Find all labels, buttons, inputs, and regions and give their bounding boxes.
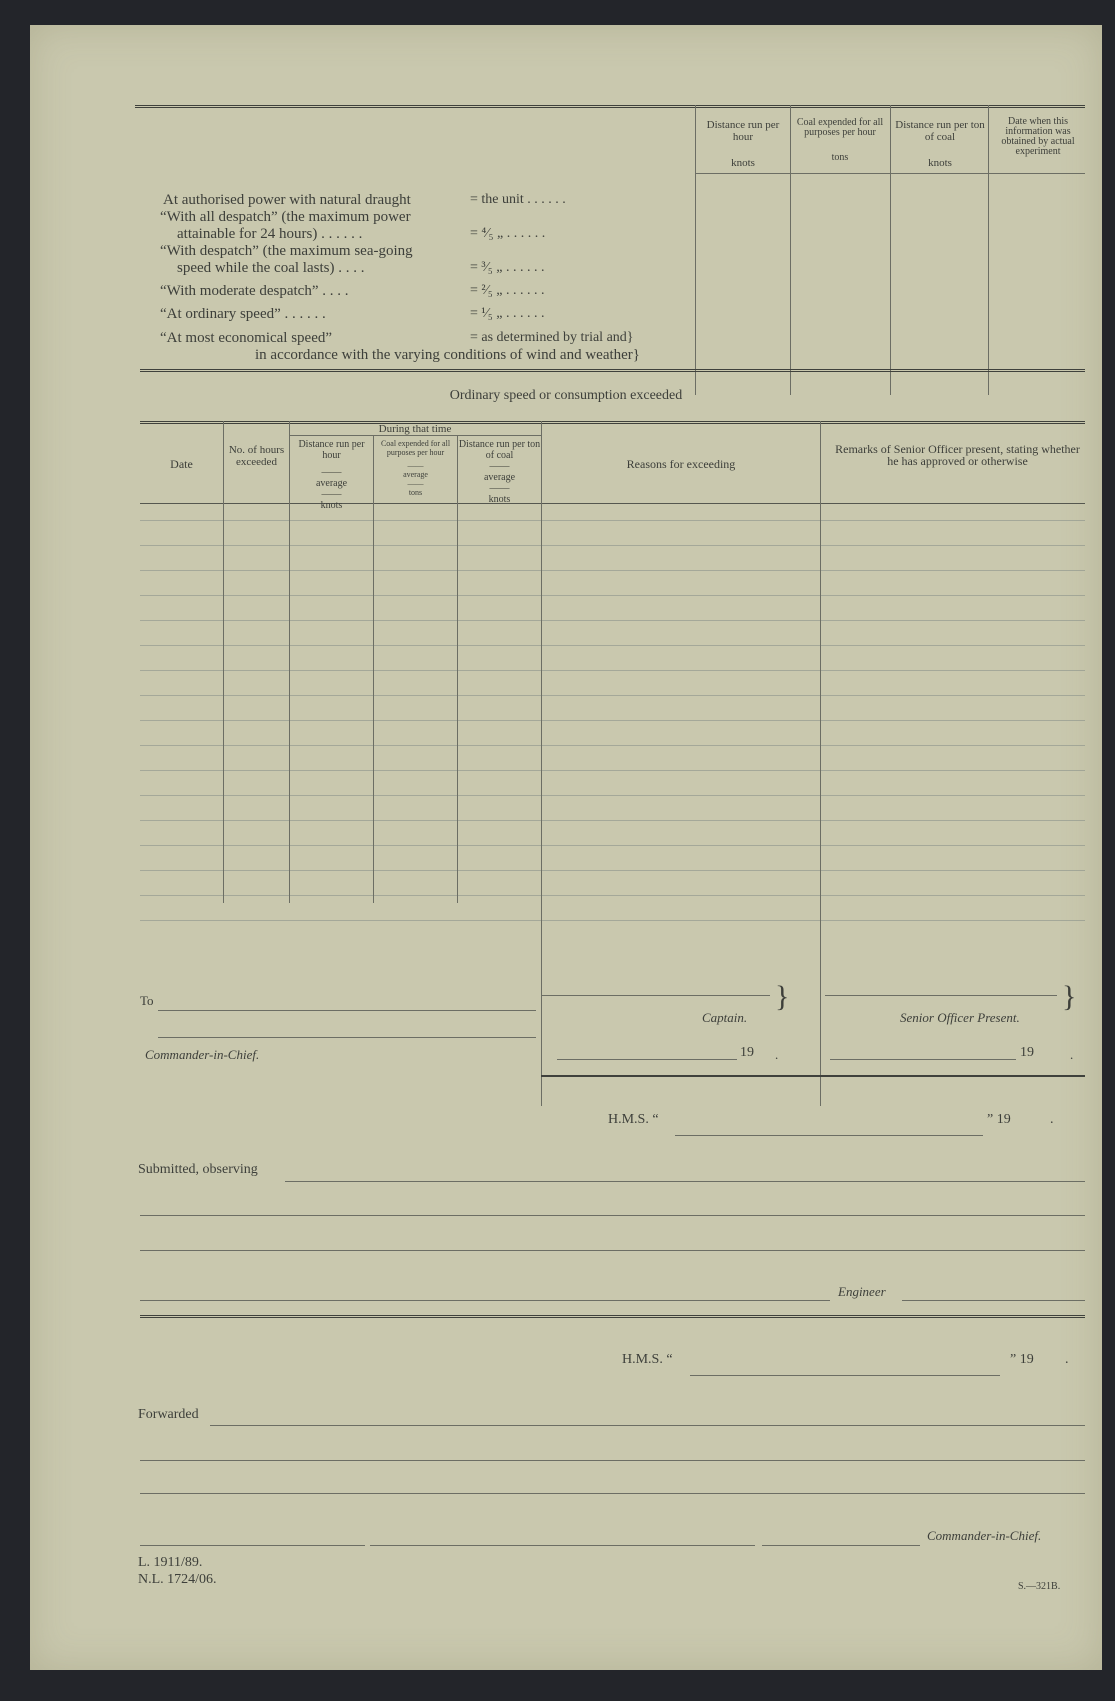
engineer-line[interactable] [140,1300,830,1301]
col-divider [988,105,989,395]
group-header: During that time [378,423,452,435]
forwarded-ship-line[interactable] [690,1375,1000,1376]
col-hours: No. of hours exceeded [228,444,285,468]
senior-date-line[interactable] [830,1059,1016,1060]
exceeded-header-rule [140,503,1085,504]
row-economical-ratio: = as determined by trial and} [470,330,634,345]
col-reasons: Reasons for exceeding [626,457,736,471]
row-economical-2: in accordance with the varying conditions of wind and weather} [255,347,640,363]
col-divider [223,421,224,903]
submitted-hms: H.M.S. “ [608,1112,659,1127]
senior-label: Senior Officer Present. [900,1010,1020,1025]
row-despatch-2: speed while the coal lasts) . . . . [177,260,365,276]
row-authorised: At authorised power with natural draught [163,192,411,208]
engineer-label: Engineer [838,1284,886,1299]
row-moderate-ratio: = ²⁄₅ „ . . . . . . [470,283,545,298]
forwarded-sign-line-1[interactable] [140,1545,365,1546]
table-bottom-rule [140,369,1085,372]
row-despatch: “With despatch” (the maximum sea-going [160,243,413,259]
col-divider [373,435,374,903]
to-line-2[interactable] [158,1037,536,1038]
row-economical: “At most economical speed” [160,330,333,346]
forwarded-sign-line-3[interactable] [762,1545,920,1546]
row-ordinary: “At ordinary speed” . . . . . . [160,306,326,322]
form-page: Distance run per hour knots Coal expended for all purposes per hour tons Distance run per ton of coal knots Date when this information was obtained by actual experiment At authorised power with natural draught = the unit . . . . . . “With all despatch” (the maximum power attainable for 24 hours) . . . . . . = ⁴⁄₅ „ . . . . . . “With despatch” (the maximum sea-going speed while the coal lasts) . . . . = ³⁄₅ „ . . . . . . “With moderate despatch” . . . . = ²⁄₅ „ . . . . . . “At ordinary speed” . . . . . . = ¹⁄₅ „ . . . . . . “At most economical speed” = as determined by trial and} in accordance with the varying conditions of wind and weather} Ordinary speed or consumption exceeded During that time Date No. of hours exceeded Distance run per hour —— average —— knots Coal expended for all purposes per hour —— average —— tons Distance run per ton of coal —— average —— knots Reasons for exceeding Remarks of Senior Officer present, stating whether he has approved or otherwise To Commander-in-Chief. Captain. } 19 . Senior Officer Present. } 19 . H.M.S. “ ” 19 . Submitted, observing Engineer H.M.S. “ ” 19 . Forwarded Commander-in-Chief. L. 1911/89. N.L. 1724/06. S.—321B. [30,25,1102,1670]
col-perton: Distance run per ton of coal —— average —— knots [458,439,541,505]
col-divider [820,421,821,1106]
row-moderate: “With moderate despatch” . . . . [160,283,349,299]
forwarded-line-3[interactable] [140,1493,1085,1494]
col-divider [890,105,891,395]
to-label: To [140,993,154,1008]
forwarded-label: Forwarded [138,1407,199,1422]
captain-label: Captain. [702,1010,748,1025]
col-date: Date [170,457,193,471]
brace: } [1062,980,1077,1013]
col-header-per-ton: Distance run per ton of coal knots [895,119,985,169]
col-divider [457,435,458,903]
form-number: S.—321B. [1018,1581,1061,1592]
top-rule [135,105,1085,108]
row-ordinary-ratio: = ¹⁄₅ „ . . . . . . [470,306,545,321]
brace: } [775,980,790,1013]
row-all-despatch-ratio: = ⁴⁄₅ „ . . . . . . [470,226,546,241]
exceeded-title: Ordinary speed or consumption exceeded [449,388,683,403]
col-header-coal: Coal expended for all purposes per hour tons [796,117,884,163]
row-authorised-ratio: = the unit . . . . . . [470,192,566,207]
col-remarks: Remarks of Senior Officer present, stating whether he has approved or otherwise [835,442,1080,468]
forwarded-line-2[interactable] [140,1460,1085,1461]
engineer-line-2[interactable] [902,1300,1085,1301]
submitted-hms-end: ” 19 [987,1112,1011,1127]
captain-date-line[interactable] [557,1059,737,1060]
captain-year: 19 [740,1045,754,1060]
exceeded-top-rule [140,421,1085,424]
sign-bottom-rule [541,1075,1085,1077]
group-rule [289,435,541,436]
submitted-label: Submitted, observing [138,1162,258,1177]
captain-sign-line[interactable] [542,995,770,996]
col-header-date: Date when this information was obtained by actual experiment [1001,116,1075,157]
row-all-despatch: “With all despatch” (the maximum power [160,209,411,225]
header-rule [695,173,1085,174]
row-despatch-ratio: = ³⁄₅ „ . . . . . . [470,260,545,275]
submitted-line[interactable] [285,1181,1085,1182]
senior-sign-line[interactable] [825,995,1057,996]
row-all-despatch-2: attainable for 24 hours) . . . . . . [177,226,363,242]
forwarded-sign-line-2[interactable] [370,1545,755,1546]
col-coal: Coal expended for all purposes per hour —— average —— tons [380,439,451,497]
ref-2: N.L. 1724/06. [138,1572,217,1587]
submitted-bottom-rule [140,1315,1085,1318]
submitted-ship-line[interactable] [675,1135,983,1136]
col-divider [541,421,542,1106]
col-header-distance: Distance run per hour knots [706,119,780,169]
forwarded-line[interactable] [210,1425,1085,1426]
col-dist: Distance run per hour —— average —— knots [298,439,365,511]
cinc-label: Commander-in-Chief. [145,1047,260,1062]
ref-1: L. 1911/89. [138,1555,203,1570]
submitted-line-2[interactable] [140,1215,1085,1216]
senior-year: 19 [1020,1045,1034,1060]
submitted-line-3[interactable] [140,1250,1085,1251]
forwarded-hms-end: ” 19 [1010,1352,1034,1367]
forwarded-cinc: Commander-in-Chief. [927,1528,1042,1543]
to-line[interactable] [158,1010,536,1011]
forwarded-hms: H.M.S. “ [622,1352,673,1367]
